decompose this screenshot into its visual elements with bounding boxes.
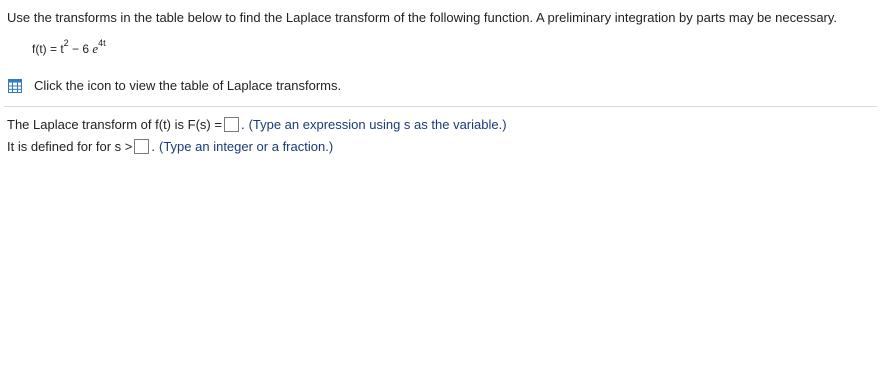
exp-exponent: 4t <box>98 38 106 48</box>
answer-line-transform <box>7 117 507 132</box>
problem-instruction: Use the transforms in the table below to find the Laplace transform of the following function. A preliminary integration by parts may be necessary. <box>7 10 838 25</box>
function-definition <box>32 40 106 57</box>
function-lhs: f(t) = t <box>32 42 64 56</box>
table-link-label: Click the icon to view the table of Laplace transforms. <box>34 78 342 93</box>
domain-suffix: . <box>151 139 155 154</box>
exp-base: e <box>92 41 99 56</box>
table-grid-icon[interactable] <box>8 79 22 93</box>
domain-hint: (Type an integer or a fraction.) <box>159 139 334 154</box>
transform-suffix: . <box>240 117 245 132</box>
domain-answer-input[interactable] <box>134 139 149 154</box>
transform-prompt: The Laplace transform of f(t) is F(s) = <box>7 117 222 132</box>
transform-answer-input[interactable] <box>224 117 239 132</box>
section-divider <box>4 106 877 107</box>
laplace-table-link[interactable] <box>8 78 341 93</box>
function-middle: − 6 <box>68 42 93 56</box>
answer-line-domain <box>7 139 333 154</box>
domain-prompt: It is defined for for s > <box>7 139 133 154</box>
t-exponent: 2 <box>63 38 69 48</box>
transform-hint: (Type an expression using s as the variable.) <box>248 117 507 132</box>
